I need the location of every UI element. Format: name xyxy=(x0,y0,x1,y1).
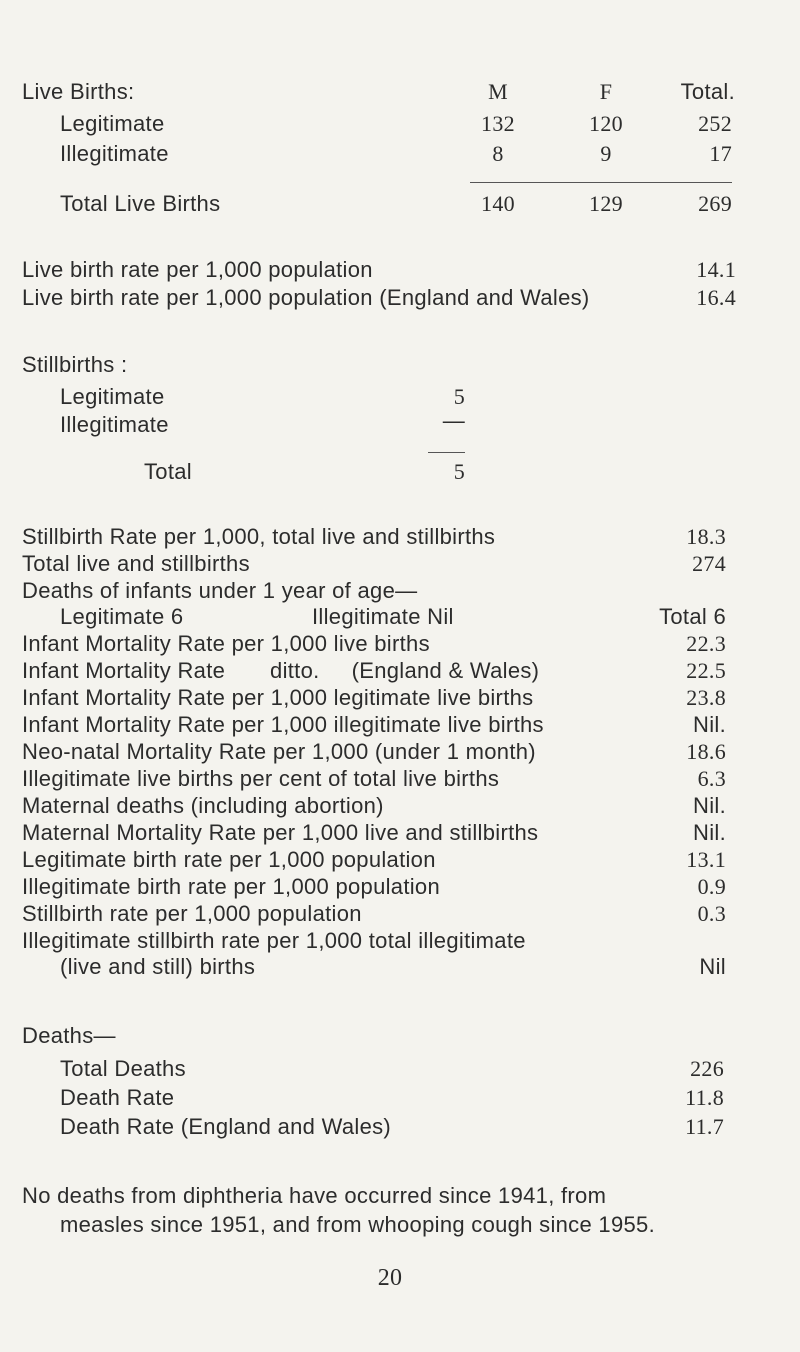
legitimate-m: 132 xyxy=(481,111,515,136)
legitimate-total: 252 xyxy=(698,111,732,136)
deaths-row-value: 11.7 xyxy=(685,1114,724,1139)
stillbirth-rate-label: Stillbirth Rate per 1,000, total live and stillbirths xyxy=(22,524,496,549)
stillbirths-heading: Stillbirths : xyxy=(22,352,128,377)
stat-value: 22.5 xyxy=(686,658,726,683)
live-birth-rate-ew-label: Live birth rate per 1,000 population (England and Wales) xyxy=(22,285,590,310)
deaths-row-label: Total Deaths xyxy=(60,1056,186,1081)
total-rule xyxy=(470,182,732,183)
deaths-row-value: 226 xyxy=(690,1056,724,1081)
illegit-stillbirth-label-2: (live and still) births xyxy=(60,954,256,979)
infant-deaths-total: Total 6 xyxy=(659,604,726,629)
stat-label: Infant Mortality Rate per 1,000 live births xyxy=(22,631,430,656)
deaths-row-value: 11.8 xyxy=(685,1085,724,1110)
row-label-legitimate: Legitimate xyxy=(60,111,165,136)
stillbirths-illegit-label: Illegitimate xyxy=(60,412,169,437)
footnote-line-1: No deaths from diphtheria have occurred since 1941, from xyxy=(22,1183,607,1208)
infant-deaths-legit: Legitimate 6 xyxy=(60,604,184,629)
illegit-stillbirth-value: Nil xyxy=(699,954,726,979)
stat-value: 18.6 xyxy=(686,739,726,764)
stillbirths-legit-value: 5 xyxy=(453,384,465,409)
stat-value: 22.3 xyxy=(686,631,726,656)
live-births-heading: Live Births: xyxy=(22,79,135,104)
stillbirths-total-value: 5 xyxy=(453,459,465,484)
col-header-f: F xyxy=(599,79,613,104)
total-f: 129 xyxy=(589,191,623,216)
stat-label: Neo-natal Mortality Rate per 1,000 (under 1 month) xyxy=(22,739,536,764)
total-live-still-value: 274 xyxy=(692,551,726,576)
stat-label: Illegitimate live births per cent of total live births xyxy=(22,766,500,791)
total-total: 269 xyxy=(698,191,732,216)
live-birth-rate-value: 14.1 xyxy=(696,257,736,282)
stat-value: 23.8 xyxy=(686,685,726,710)
illegitimate-m: 8 xyxy=(492,141,504,166)
page-number: 20 xyxy=(377,1265,403,1291)
stat-value: 0.3 xyxy=(697,901,726,926)
live-birth-rate-ew-value: 16.4 xyxy=(696,285,736,310)
total-live-still-label: Total live and stillbirths xyxy=(22,551,250,576)
stat-label: Maternal deaths (including abortion) xyxy=(22,793,384,818)
stillbirths-total-label: Total xyxy=(144,459,192,484)
footnote-line-2: measles since 1951, and from whooping cough since 1955. xyxy=(60,1212,655,1237)
illegit-stillbirth-label-1: Illegitimate stillbirth rate per 1,000 total illegitimate xyxy=(22,928,526,953)
row-label-illegitimate: Illegitimate xyxy=(60,141,169,166)
stat-value: 6.3 xyxy=(697,766,726,791)
deaths-row-label: Death Rate (England and Wales) xyxy=(60,1114,392,1139)
stillbirths-illegit-value: — xyxy=(442,408,465,433)
stat-value: Nil. xyxy=(693,820,726,845)
infant-deaths-illegit: Illegitimate Nil xyxy=(312,604,454,629)
infant-deaths-heading: Deaths of infants under 1 year of age— xyxy=(22,578,418,603)
col-header-m: M xyxy=(488,79,508,104)
deaths-row-label: Death Rate xyxy=(60,1085,175,1110)
illegitimate-f: 9 xyxy=(600,141,612,166)
illegitimate-total: 17 xyxy=(709,141,732,166)
row-label-total-live-births: Total Live Births xyxy=(60,191,221,216)
stat-value: Nil. xyxy=(693,712,726,737)
total-m: 140 xyxy=(481,191,515,216)
stat-label: Illegitimate birth rate per 1,000 population xyxy=(22,874,441,899)
live-birth-rate-label: Live birth rate per 1,000 population xyxy=(22,257,373,282)
stillbirths-rule xyxy=(428,452,465,453)
stat-label: Maternal Mortality Rate per 1,000 live and stillbirths xyxy=(22,820,539,845)
stat-label: Infant Mortality Rate ditto. (England & Wales) xyxy=(22,658,540,683)
col-header-total: Total. xyxy=(680,79,735,104)
stillbirth-rate-value: 18.3 xyxy=(686,524,726,549)
stat-value: Nil. xyxy=(693,793,726,818)
stillbirths-legit-label: Legitimate xyxy=(60,384,165,409)
stat-label: Infant Mortality Rate per 1,000 illegitimate live births xyxy=(22,712,544,737)
legitimate-f: 120 xyxy=(589,111,623,136)
stat-label: Legitimate birth rate per 1,000 population xyxy=(22,847,436,872)
stat-value: 13.1 xyxy=(686,847,726,872)
stat-label: Infant Mortality Rate per 1,000 legitimate live births xyxy=(22,685,534,710)
stat-label: Stillbirth rate per 1,000 population xyxy=(22,901,362,926)
stat-value: 0.9 xyxy=(697,874,726,899)
deaths-heading: Deaths— xyxy=(22,1023,116,1048)
